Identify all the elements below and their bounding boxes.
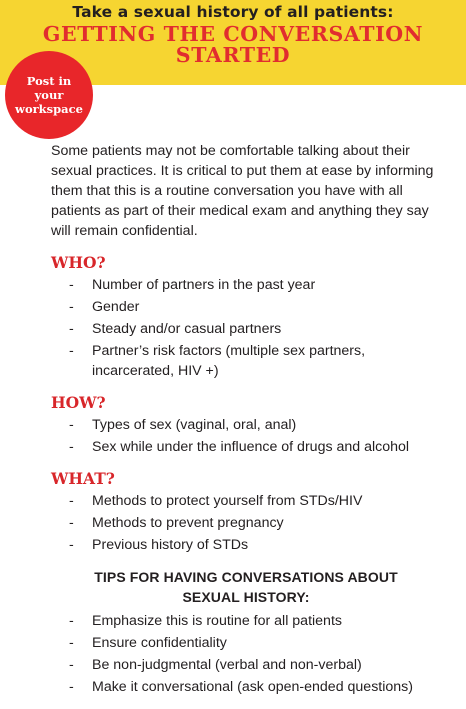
badge-line-3: workspace: [15, 102, 83, 116]
tips-title-line-2: SEXUAL HISTORY:: [182, 589, 310, 605]
who-list: [51, 275, 441, 381]
list-item: [51, 513, 441, 533]
list-item: [51, 415, 441, 435]
dash-bullet: -: [69, 277, 74, 293]
post-in-workspace-badge: [6, 52, 92, 138]
list-item: [51, 655, 441, 675]
list-item: [51, 491, 441, 511]
dash-bullet: -: [69, 343, 74, 359]
section-who: [51, 253, 441, 381]
dash-bullet: -: [69, 439, 74, 455]
tips-title-line-1: TIPS FOR HAVING CONVERSATIONS ABOUT: [94, 569, 398, 585]
list-item: [51, 437, 441, 457]
tips-list: [51, 611, 441, 697]
main-content: [51, 141, 441, 709]
dash-bullet: -: [69, 679, 74, 695]
tips-title: [51, 567, 441, 607]
how-list: [51, 415, 441, 457]
header-kicker: Take a sexual history of all patients:: [72, 3, 394, 21]
list-item-text: Sex while under the influence of drugs and alcohol: [92, 439, 410, 455]
list-item-text: Partner’s risk factors (multiple sex partners, incarcerated, HIV +): [92, 343, 366, 379]
dash-bullet: -: [69, 657, 74, 673]
what-list: [51, 491, 441, 555]
dash-bullet: -: [69, 417, 74, 433]
list-item-text: Make it conversational (ask open-ended questions): [92, 679, 413, 695]
page-title-line-2: STARTED: [175, 43, 291, 67]
badge-line-2: your: [34, 88, 64, 102]
list-item-text: Steady and/or casual partners: [92, 321, 282, 337]
section-what: [51, 469, 441, 555]
list-item: [51, 341, 441, 381]
intro-paragraph: Some patients may not be comfortable talking about their sexual practices. It is critical to put them at ease by informing them that this is a routine conversation you have with all patients as part of their medical exam and anything they say will remain confidential.: [51, 143, 434, 239]
list-item-text: Be non-judgmental (verbal and non-verbal): [92, 657, 362, 673]
list-item: [51, 611, 441, 631]
dash-bullet: -: [69, 299, 74, 315]
list-item: [51, 297, 441, 317]
section-title-who: WHO?: [51, 253, 106, 272]
dash-bullet: -: [69, 613, 74, 629]
list-item-text: Types of sex (vaginal, oral, anal): [92, 417, 297, 433]
list-item-text: Number of partners in the past year: [92, 277, 316, 293]
list-item: [51, 633, 441, 653]
list-item-text: Ensure confidentiality: [92, 635, 227, 651]
list-item-text: Methods to protect yourself from STDs/HIV: [92, 493, 363, 509]
list-item-text: Gender: [92, 299, 140, 315]
section-title-how: HOW?: [51, 393, 106, 412]
section-how: [51, 393, 441, 457]
page-title-line-1: GETTING THE CONVERSATION: [42, 22, 424, 46]
list-item-text: Previous history of STDs: [92, 537, 249, 553]
list-item-text: Methods to prevent pregnancy: [92, 515, 284, 531]
list-item: [51, 319, 441, 339]
section-title-what: WHAT?: [51, 469, 115, 488]
list-item: [51, 677, 441, 697]
badge-line-1: Post in: [26, 74, 72, 88]
list-item-text: Emphasize this is routine for all patients: [92, 613, 342, 629]
dash-bullet: -: [69, 537, 74, 553]
dash-bullet: -: [69, 635, 74, 651]
dash-bullet: -: [69, 493, 74, 509]
dash-bullet: -: [69, 515, 74, 531]
list-item: [51, 275, 441, 295]
dash-bullet: -: [69, 321, 74, 337]
list-item: [51, 535, 441, 555]
